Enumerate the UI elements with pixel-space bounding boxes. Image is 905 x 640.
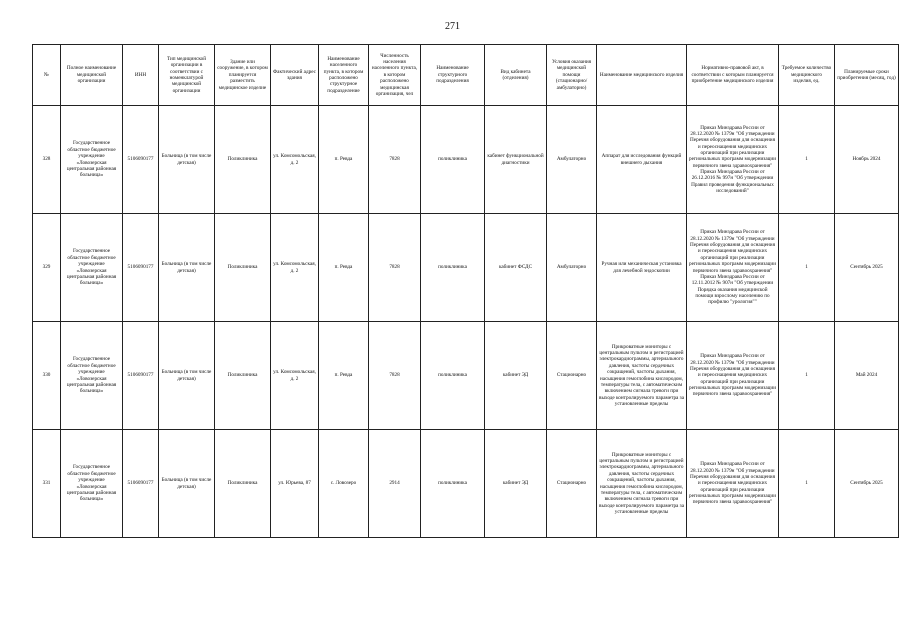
cell-qty: 1 xyxy=(779,106,835,214)
cell-locality: п. Ревда xyxy=(319,214,369,322)
cell-locality: п. Ревда xyxy=(319,322,369,430)
header-type: Тип медицинской организации в соответствии с номенклатурой медицинской организации xyxy=(159,45,215,106)
cell-building: Поликлиника xyxy=(215,214,271,322)
cell-device: Ручная или механическая установка для лечебной эндоскопии xyxy=(597,214,687,322)
cell-unit: поликлиника xyxy=(421,214,485,322)
header-unit: Наименование структурного подразделения xyxy=(421,45,485,106)
header-org: Полное наименование медицинской организации xyxy=(61,45,123,106)
cell-building: Поликлиника xyxy=(215,322,271,430)
header-room: Вид кабинета (отделения) xyxy=(485,45,547,106)
cell-room: кабинет функциональной диагностики xyxy=(485,106,547,214)
cell-term: Ноябрь 2024 xyxy=(835,106,899,214)
cell-type: Больница (в том числе детская) xyxy=(159,214,215,322)
cell-index: 331 xyxy=(33,430,61,538)
cell-index: 330 xyxy=(33,322,61,430)
cell-conditions: Стационарно xyxy=(547,322,597,430)
page-number: 271 xyxy=(445,21,460,32)
cell-org: Государственное областное бюджетное учреждение «Ловозерская центральная районная больница» xyxy=(61,322,123,430)
cell-conditions: Амбулаторно xyxy=(547,214,597,322)
cell-population: 7828 xyxy=(369,322,421,430)
cell-inn: 5106090177 xyxy=(123,106,159,214)
cell-index: 329 xyxy=(33,214,61,322)
cell-org: Государственное областное бюджетное учреждение «Ловозерская центральная районная больница» xyxy=(61,214,123,322)
cell-inn: 5106090177 xyxy=(123,214,159,322)
cell-conditions: Амбулаторно xyxy=(547,106,597,214)
header-index: № xyxy=(33,45,61,106)
table-row xyxy=(33,430,899,538)
cell-address: ул. Комсомольская, д. 2 xyxy=(271,214,319,322)
cell-device: Аппарат для исследования функций внешнего дыхания xyxy=(597,106,687,214)
cell-index: 328 xyxy=(33,106,61,214)
cell-term: Май 2024 xyxy=(835,322,899,430)
cell-org: Государственное областное бюджетное учреждение «Ловозерская центральная районная больница» xyxy=(61,430,123,538)
cell-inn: 5106090177 xyxy=(123,322,159,430)
cell-unit: поликлиника xyxy=(421,430,485,538)
cell-device: Прикроватные мониторы с центральным пультом и регистрацией электрокардиограммы, артериального давления, частоты сердечных сокращений, частоты дыхания, насыщения гемоглобина кислородом, температуры тела, с автоматическим включением сигнала тревоги при выходе контролируемого параметра за установленные пределы xyxy=(597,322,687,430)
cell-unit: поликлиника xyxy=(421,322,485,430)
cell-qty: 1 xyxy=(779,214,835,322)
cell-address: ул. Комсомольская, д. 2 xyxy=(271,106,319,214)
table-row xyxy=(33,214,899,322)
cell-building: Поликлиника xyxy=(215,106,271,214)
cell-population: 7828 xyxy=(369,214,421,322)
header-qty: Требуемое количество медицинского изделия, ед. xyxy=(779,45,835,106)
table-row xyxy=(33,322,899,430)
cell-legal: Приказ Минздрава России от 28.12.2020 № 1379н "Об утверждении Перечня оборудования для оснащения и переоснащения медицинских организаций при реализации региональных программ модернизации первичного звена здравоохранения" xyxy=(687,322,779,430)
cell-type: Больница (в том числе детская) xyxy=(159,430,215,538)
cell-population: 2914 xyxy=(369,430,421,538)
cell-room: кабинет ЭД xyxy=(485,430,547,538)
cell-locality: п. Ревда xyxy=(319,106,369,214)
cell-inn: 5106090177 xyxy=(123,430,159,538)
cell-address: ул. Юрьева, 87 xyxy=(271,430,319,538)
cell-legal: Приказ Минздрава России от 28.12.2020 № 1379н "Об утверждении Перечня оборудования для оснащения и переоснащения медицинских организаций при реализации региональных программ модернизации первичного звена здравоохранения" Приказ Минздрава России от 12.11.2012 № 907н "Об утверждении Порядка оказания медицинской помощи взрослому населению по профилю "урология"" xyxy=(687,214,779,322)
header-term: Планируемые сроки приобретения (месяц, год) xyxy=(835,45,899,106)
cell-qty: 1 xyxy=(779,322,835,430)
header-inn: ИНН xyxy=(123,45,159,106)
equipment-registry-table xyxy=(32,44,899,538)
header-address: Фактический адрес здания xyxy=(271,45,319,106)
cell-type: Больница (в том числе детская) xyxy=(159,322,215,430)
cell-locality: с. Ловозеро xyxy=(319,430,369,538)
cell-address: ул. Комсомольская, д. 2 xyxy=(271,322,319,430)
header-population: Численность населения населенного пункта, в котором расположено медицинская организация, чел xyxy=(369,45,421,106)
cell-room: кабинет ФСДС xyxy=(485,214,547,322)
cell-term: Сентябрь 2025 xyxy=(835,214,899,322)
cell-legal: Приказ Минздрава России от 28.12.2020 № 1379н "Об утверждении Перечня оборудования для оснащения и переоснащения медицинских организаций при реализации региональных программ модернизации первичного звена здравоохранения" xyxy=(687,430,779,538)
header-device: Наименование медицинского изделия xyxy=(597,45,687,106)
cell-population: 7828 xyxy=(369,106,421,214)
header-legal: Нормативно-правовой акт, в соответствии с которым планируется приобретение медицинского изделия xyxy=(687,45,779,106)
cell-unit: поликлиника xyxy=(421,106,485,214)
header-locality: Наименование населенного пункта, в котором расположено структурное подразделение xyxy=(319,45,369,106)
cell-qty: 1 xyxy=(779,430,835,538)
cell-legal: Приказ Минздрава России от 28.12.2020 № 1379н "Об утверждении Перечня оборудования для оснащения и переоснащения медицинских организаций при реализации региональных программ модернизации первичного звена здравоохранения" Приказ Минздрава России от 26.12.2016 № 997н "Об утверждении Правил проведения функциональных исследований" xyxy=(687,106,779,214)
cell-room: кабинет ЭД xyxy=(485,322,547,430)
table-row xyxy=(33,106,899,214)
cell-org: Государственное областное бюджетное учреждение «Ловозерская центральная районная больница» xyxy=(61,106,123,214)
cell-device: Прикроватные мониторы с центральным пультом и регистрацией электрокардиограммы, артериального давления, частоты сердечных сокращений, частоты дыхания, насыщения гемоглобина кислородом, температуры тела, с автоматическим включением сигнала тревоги при выходе контролируемого параметра за установленные пределы xyxy=(597,430,687,538)
cell-building: Поликлиника xyxy=(215,430,271,538)
cell-conditions: Стационарно xyxy=(547,430,597,538)
cell-type: Больница (в том числе детская) xyxy=(159,106,215,214)
header-building: Здание или сооружение, в котором планируется разместить медицинское изделие xyxy=(215,45,271,106)
header-conditions: Условия оказания медицинской помощи (стационарно/амбулаторно) xyxy=(547,45,597,106)
cell-term: Сентябрь 2025 xyxy=(835,430,899,538)
table-header-row xyxy=(33,45,899,106)
